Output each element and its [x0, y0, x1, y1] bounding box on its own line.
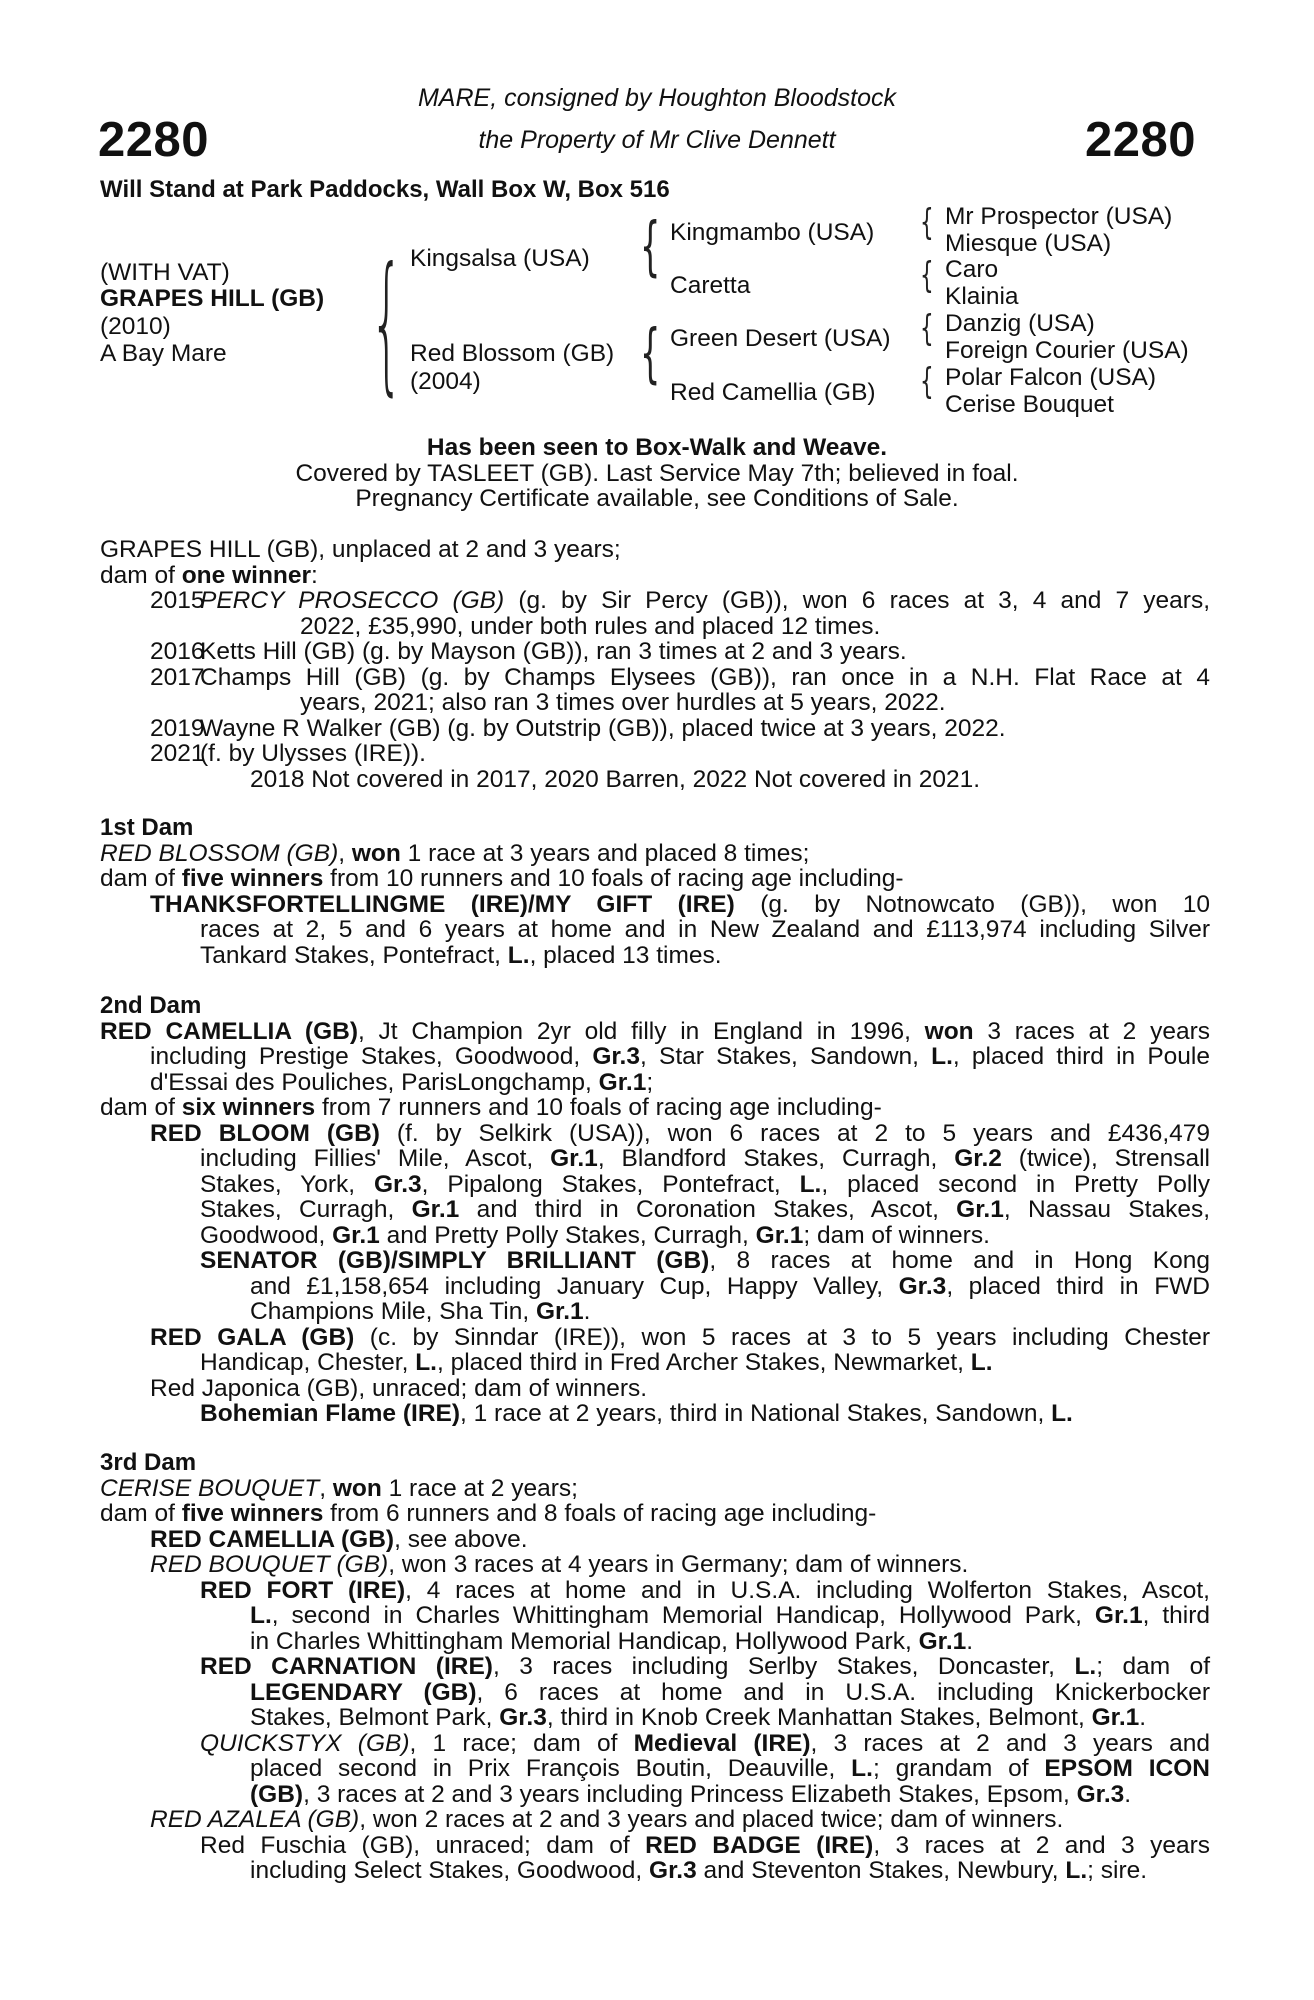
- third-dam-line: including Select Stakes, Goodwood, Gr.3 and Steventon Stakes, Newbury, L.; sire.: [250, 1857, 1148, 1884]
- second-dam-line: Stakes, York, Gr.3, Pipalong Stakes, Pontefract, L., placed second in Pretty Polly: [200, 1170, 1211, 1198]
- boxwalk-note: Has been seen to Box-Walk and Weave.: [426, 434, 888, 461]
- horse-year: (2010): [100, 313, 171, 340]
- pedigree-dam-sire: Green Desert (USA): [670, 325, 891, 352]
- produce-year: 2016: [150, 638, 205, 665]
- third-dam-line: Red Fuschia (GB), unraced; dam of RED BADGE (IRE), 3 races at 2 and 3 years: [200, 1831, 1210, 1859]
- second-dam-line: including Fillies' Mile, Ascot, Gr.1, Blandford Stakes, Curragh, Gr.2 (twice), Strensall: [200, 1145, 1210, 1172]
- property-line: the Property of Mr Clive Dennett: [478, 126, 836, 154]
- pedigree-g2: Miesque (USA): [945, 230, 1112, 257]
- horse-description: A Bay Mare: [100, 340, 227, 367]
- stand-location: Will Stand at Park Paddocks, Wall Box W, Box 516: [100, 176, 670, 203]
- second-dam-line: Stakes, Curragh, Gr.1 and third in Coronation Stakes, Ascot, Gr.1, Nassau Stakes,: [200, 1196, 1211, 1223]
- pedigree-g1: Mr Prospector (USA): [945, 203, 1173, 230]
- third-dam-line: (GB), 3 races at 2 and 3 years including Princess Elizabeth Stakes, Epsom, Gr.3.: [250, 1780, 1132, 1808]
- pedigree-brace-dam: {: [640, 317, 661, 391]
- second-dam-line: dam of six winners from 7 runners and 10 foals of racing age including-: [100, 1094, 882, 1121]
- pedigree-sire-sire: Kingmambo (USA): [670, 219, 875, 246]
- third-dam-line: dam of five winners from 6 runners and 8 foals of racing age including-: [100, 1500, 877, 1527]
- third-dam-line: L., second in Charles Whittingham Memorial Handicap, Hollywood Park, Gr.1, third: [250, 1602, 1210, 1629]
- produce-year: 2021: [150, 740, 205, 767]
- second-dam-line: and £1,158,654 including January Cup, Happy Valley, Gr.3, placed third in FWD: [250, 1272, 1210, 1300]
- pedigree-g4: Klainia: [945, 283, 1019, 310]
- first-dam-line: races at 2, 5 and 6 years at home and in New Zealand and £113,974 including Silver: [200, 916, 1210, 943]
- pedigree-dam: Red Blossom (GB): [410, 340, 615, 367]
- first-dam-heading: 1st Dam: [100, 814, 194, 841]
- produce-row: [100, 741, 1210, 767]
- third-dam-line: LEGENDARY (GB), 6 races at home and in U.S.A. including Knickerbocker: [250, 1678, 1210, 1706]
- pedigree-brace-g4: {: [920, 361, 934, 402]
- produce-footnote: 2018 Not covered in 2017, 2020 Barren, 2022 Not covered in 2021.: [250, 765, 981, 793]
- first-dam-section: [100, 815, 1210, 968]
- produce-text: PERCY PROSECCO (GB) (g. by Sir Percy (GB)), won 6 races at 3, 4 and 7 years,: [200, 587, 1210, 614]
- third-dam-line: RED FORT (IRE), 4 races at home and in U.S.A. including Wolferton Stakes, Ascot,: [200, 1576, 1210, 1604]
- second-dam-section: [100, 993, 1210, 1427]
- produce-record: [100, 537, 1210, 792]
- second-dam-line: Champions Mile, Sha Tin, Gr.1.: [250, 1298, 591, 1325]
- produce-row: [100, 588, 1210, 614]
- pedigree-brace-main: {: [370, 236, 404, 410]
- produce-year: 2015: [150, 587, 205, 614]
- second-dam-line: RED GALA (GB) (c. by Sinndar (IRE)), won 5 races at 3 to 5 years including Chester: [150, 1323, 1210, 1351]
- pedigree-sire-dam: Caretta: [670, 272, 751, 299]
- second-dam-line: Goodwood, Gr.1 and Pretty Polly Stakes, Curragh, Gr.1; dam of winners.: [200, 1221, 990, 1249]
- first-dam-line: Tankard Stakes, Pontefract, L., placed 13 times.: [200, 941, 722, 969]
- second-dam-line: including Prestige Stakes, Goodwood, Gr.3, Star Stakes, Sandown, L., placed third in Poule: [150, 1043, 1210, 1070]
- second-dam-line: Handicap, Chester, L., placed third in Fred Archer Stakes, Newmarket, L.: [200, 1349, 993, 1376]
- pedigree-g8: Cerise Bouquet: [945, 391, 1114, 418]
- produce-intro: GRAPES HILL (GB), unplaced at 2 and 3 years;: [100, 536, 621, 563]
- produce-dam-of: dam of one winner:: [100, 561, 318, 589]
- pedigree-dam-year: (2004): [410, 368, 481, 395]
- produce-row: [100, 639, 1210, 665]
- first-dam-line: THANKSFORTELLINGME (IRE)/MY GIFT (IRE) (g. by Notnowcato (GB)), won 10: [150, 890, 1210, 918]
- produce-cont: 2022, £35,990, under both rules and placed 12 times.: [300, 612, 881, 640]
- third-dam-line: placed second in Prix François Boutin, Deauville, L.; grandam of EPSOM ICON: [250, 1755, 1211, 1782]
- third-dam-line: CERISE BOUQUET, won 1 race at 2 years;: [100, 1474, 578, 1502]
- second-dam-line: d'Essai des Pouliches, ParisLongchamp, Gr.1;: [150, 1068, 654, 1096]
- horse-name: GRAPES HILL (GB): [100, 285, 325, 312]
- covered-note: Covered by TASLEET (GB). Last Service May 7th; believed in foal.: [295, 460, 1019, 487]
- third-dam-line: QUICKSTYX (GB), 1 race; dam of Medieval (IRE), 3 races at 2 and 3 years and: [200, 1729, 1210, 1757]
- pedigree-brace-g1: {: [920, 202, 934, 243]
- pedigree-brace-g3: {: [920, 308, 934, 349]
- pedigree-brace-g2: {: [920, 255, 934, 296]
- pedigree-brace-sire: {: [640, 210, 661, 284]
- produce-text: Champs Hill (GB) (g. by Champs Elysees (GB)), ran once in a N.H. Flat Race at 4: [200, 663, 1210, 691]
- pedigree-sire: Kingsalsa (USA): [410, 245, 590, 272]
- produce-text: Wayne R Walker (GB) (g. by Outstrip (GB)), placed twice at 3 years, 2022.: [200, 714, 1006, 742]
- vat-note: (WITH VAT): [100, 259, 230, 286]
- second-dam-line: Bohemian Flame (IRE), 1 race at 2 years, third in National Stakes, Sandown, L.: [200, 1400, 1073, 1427]
- pedigree-dam-dam: Red Camellia (GB): [670, 379, 876, 406]
- second-dam-line: RED CAMELLIA (GB), Jt Champion 2yr old filly in England in 1996, won 3 races at 2 years: [100, 1017, 1210, 1045]
- third-dam-line: Stakes, Belmont Park, Gr.3, third in Knob Creek Manhattan Stakes, Belmont, Gr.1.: [250, 1704, 1147, 1731]
- first-dam-line: RED BLOSSOM (GB), won 1 race at 3 years and placed 8 times;: [100, 839, 810, 867]
- third-dam-line: RED AZALEA (GB), won 2 races at 2 and 3 years and placed twice; dam of winners.: [150, 1806, 1064, 1833]
- produce-year: 2019: [150, 714, 205, 742]
- first-dam-line: dam of five winners from 10 runners and 10 foals of racing age including-: [100, 865, 904, 892]
- second-dam-line: RED BLOOM (GB) (f. by Selkirk (USA)), won 6 races at 2 to 5 years and £436,479: [150, 1119, 1211, 1147]
- third-dam-line: RED BOUQUET (GB), won 3 races at 4 years in Germany; dam of winners.: [150, 1551, 969, 1578]
- third-dam-section: [100, 1450, 1210, 1884]
- produce-row: [100, 665, 1210, 691]
- produce-text: Ketts Hill (GB) (g. by Mayson (GB)), ran 3 times at 2 and 3 years.: [200, 638, 907, 665]
- third-dam-heading: 3rd Dam: [100, 1449, 197, 1476]
- lot-number-left: 2280: [98, 113, 210, 167]
- second-dam-line: SENATOR (GB)/SIMPLY BRILLIANT (GB), 8 races at home and in Hong Kong: [200, 1247, 1210, 1274]
- pedigree-g7: Polar Falcon (USA): [945, 364, 1157, 391]
- third-dam-line: RED CAMELLIA (GB), see above.: [150, 1525, 528, 1553]
- produce-text: (f. by Ulysses (IRE)).: [200, 740, 426, 767]
- pregnancy-note: Pregnancy Certificate available, see Conditions of Sale.: [355, 485, 959, 512]
- pedigree-g6: Foreign Courier (USA): [945, 337, 1189, 364]
- produce-row: [100, 716, 1210, 742]
- pedigree-g3: Caro: [945, 256, 999, 283]
- third-dam-line: in Charles Whittingham Memorial Handicap, Hollywood Park, Gr.1.: [250, 1627, 974, 1655]
- third-dam-line: RED CARNATION (IRE), 3 races including Serlby Stakes, Doncaster, L.; dam of: [200, 1653, 1211, 1680]
- lot-number-right: 2280: [1085, 113, 1197, 167]
- produce-cont: years, 2021; also ran 3 times over hurdles at 5 years, 2022.: [300, 689, 946, 716]
- consignor-line: MARE, consigned by Houghton Bloodstock: [417, 84, 897, 112]
- second-dam-line: Red Japonica (GB), unraced; dam of winners.: [150, 1374, 648, 1402]
- produce-year: 2017: [150, 663, 205, 691]
- pedigree-g5: Danzig (USA): [945, 310, 1095, 337]
- second-dam-heading: 2nd Dam: [100, 992, 202, 1019]
